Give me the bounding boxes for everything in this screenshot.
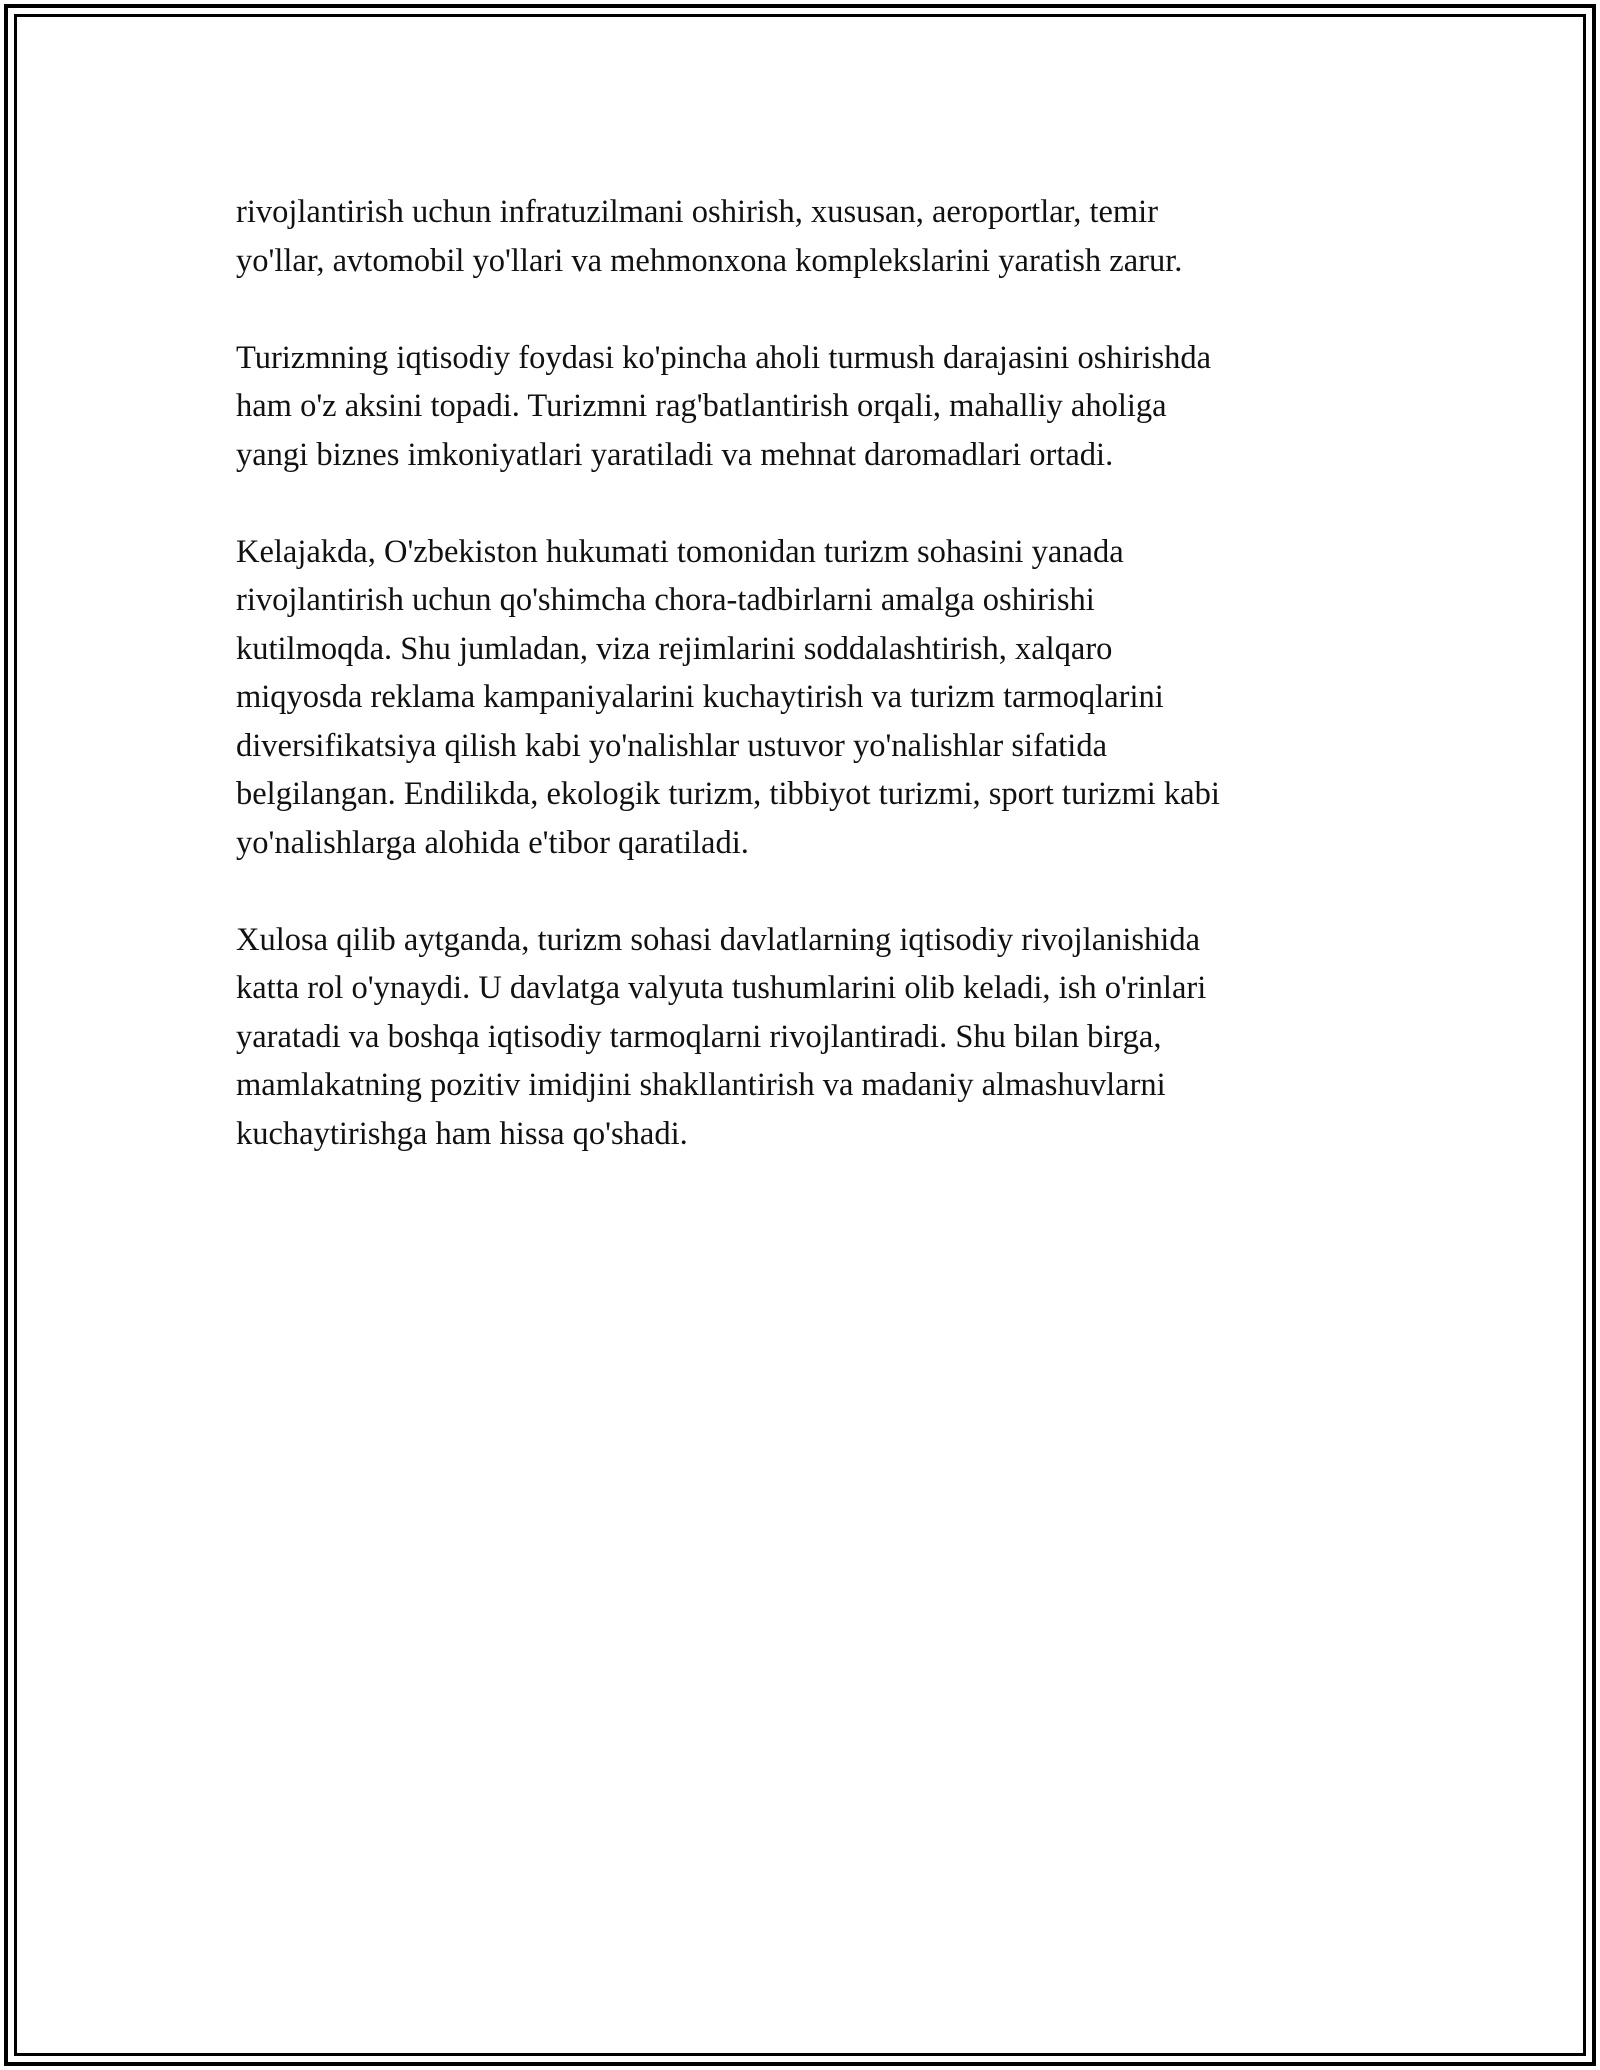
text-line: yaratadi va boshqa iqtisodiy tarmoqlarni rivojlantiradi. Shu bilan birga, (236, 1018, 1162, 1055)
paragraph-1 (236, 188, 1366, 285)
document-body (236, 188, 1366, 1207)
text-line: belgilangan. Endilikda, ekologik turizm, tibbiyot turizmi, sport turizmi kabi (236, 776, 1220, 812)
text-line: yo'nalishlarga alohida e'tibor qaratiladi. (236, 824, 749, 861)
text-line: mamlakatning pozitiv imidjini shakllantirish va madaniy almashuvlarni (236, 1067, 1166, 1103)
text-line: Xulosa qilib aytganda, turizm sohasi davlatlarning iqtisodiy rivojlanishida (236, 921, 1201, 958)
text-line: yo'llar, avtomobil yo'llari va mehmonxona komplekslarini yaratish zarur. (236, 242, 1183, 279)
text-line: yangi biznes imkoniyatlari yaratiladi va mehnat daromadlari ortadi. (236, 436, 1114, 473)
text-line: Turizmning iqtisodiy foydasi ko'pincha aholi turmush darajasini oshirishda (236, 339, 1212, 376)
text-line: katta rol o'ynaydi. U davlatga valyuta tushumlarini olib keladi, ish o'rinlari (236, 970, 1207, 1006)
text-line: miqyosda reklama kampaniyalarini kuchaytirish va turizm tarmoqlarini (236, 679, 1164, 715)
text-line: diversifikatsiya qilish kabi yo'nalishlar ustuvor yo'nalishlar sifatida (236, 727, 1107, 764)
text-line: Kelajakda, O'zbekiston hukumati tomonidan turizm sohasini yanada (236, 533, 1124, 570)
text-line: rivojlantirish uchun qo'shimcha chora-tadbirlarni amalga oshirishi (236, 582, 1095, 618)
paragraph-4 (236, 916, 1366, 1159)
text-line: kuchaytirishga ham hissa qo'shadi. (236, 1115, 688, 1152)
text-line: ham o'z aksini topadi. Turizmni rag'batlantirish orqali, mahalliy aholiga (236, 388, 1167, 424)
paragraph-2 (236, 334, 1366, 480)
text-line: rivojlantirish uchun infratuzilmani oshirish, xususan, aeroportlar, temir (236, 194, 1159, 230)
paragraph-3 (236, 528, 1366, 868)
text-line: kutilmoqda. Shu jumladan, viza rejimlarini soddalashtirish, xalqaro (236, 630, 1113, 667)
